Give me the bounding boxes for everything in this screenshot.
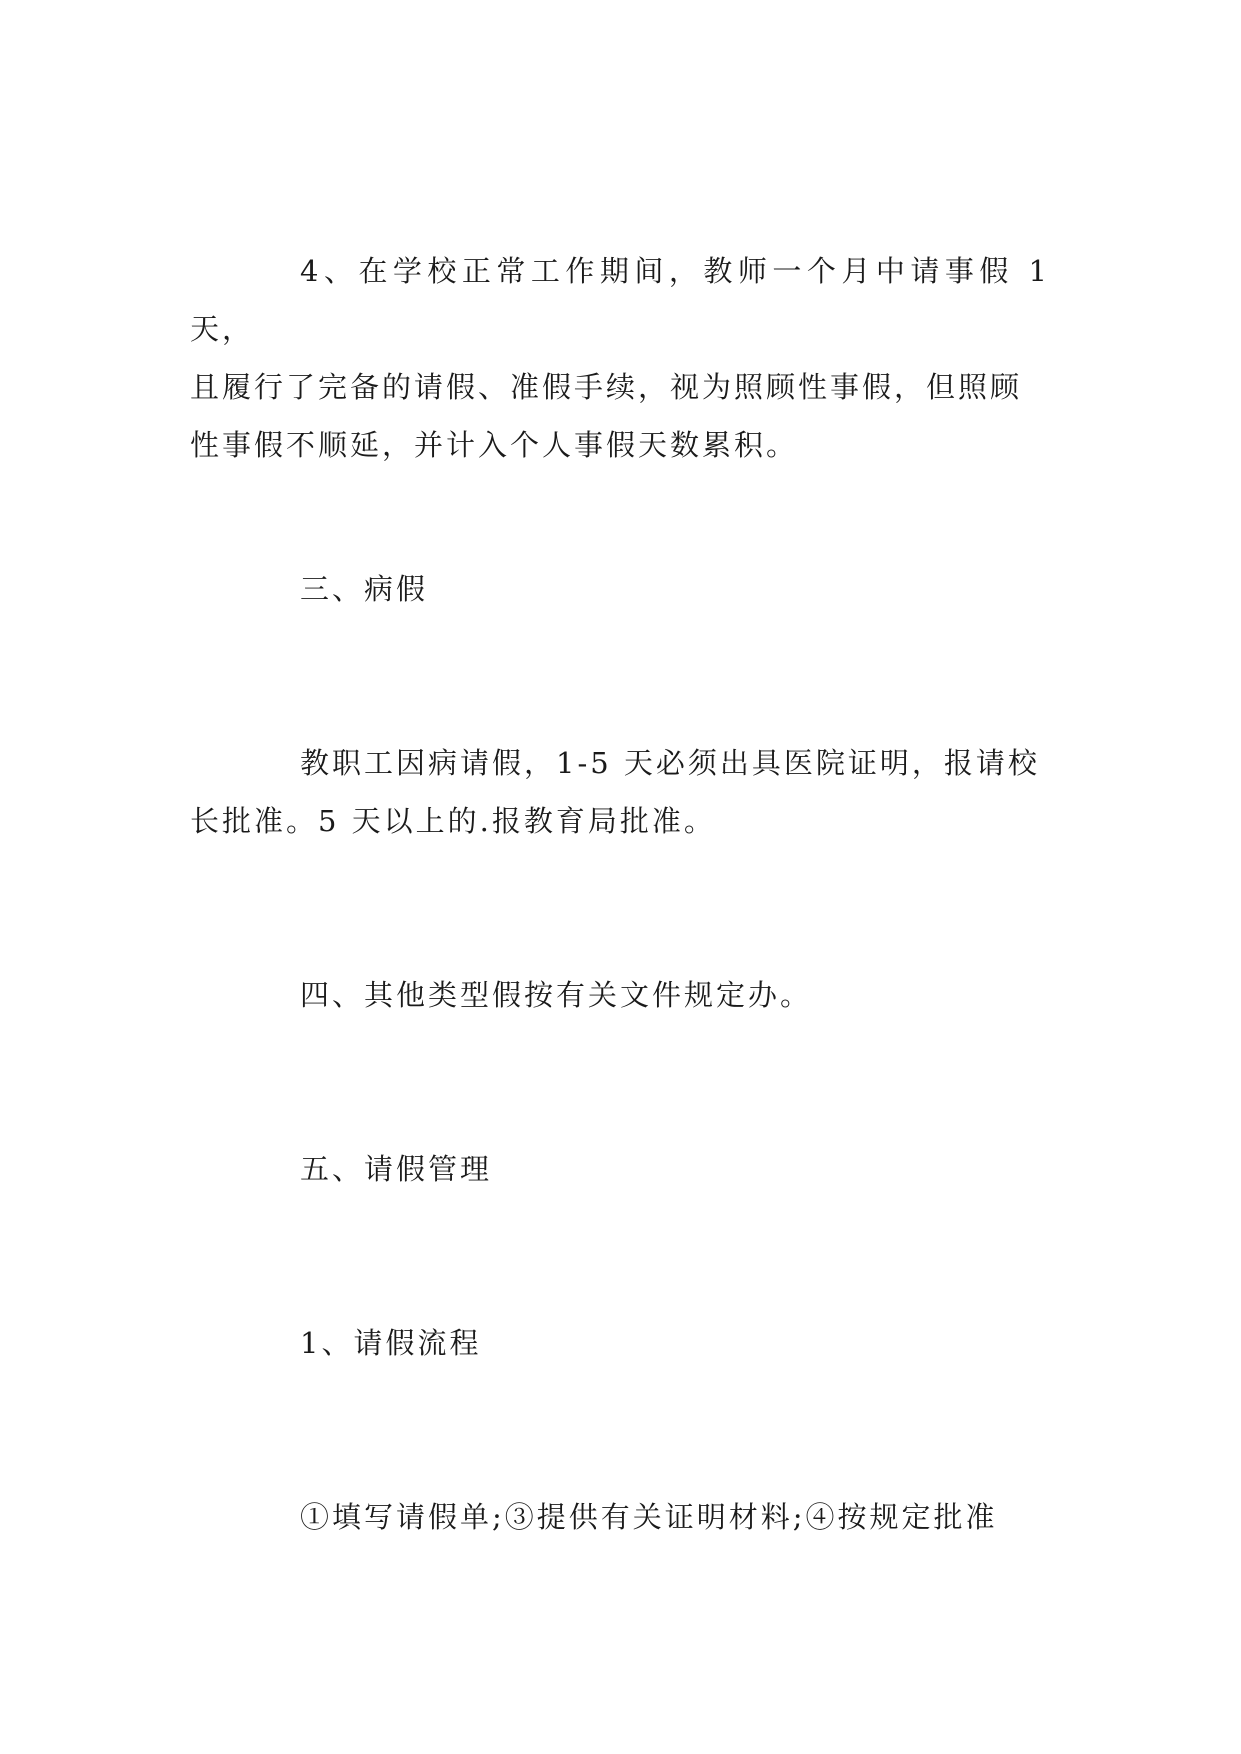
paragraph-line: 4、在学校正常工作期间，教师一个月中请事假 1 天， [190, 254, 1050, 346]
paragraph-sick-leave-rule [190, 734, 1050, 850]
heading-text: 五、请假管理 [300, 1152, 493, 1186]
paragraph-line: 且履行了完备的请假、准假手续，视为照顾性事假，但照顾 [190, 370, 1023, 404]
heading-text: 四、其他类型假按有关文件规定办。 [300, 978, 813, 1012]
heading-text: 1、请假流程 [300, 1326, 482, 1360]
subheading-leave-process [190, 1314, 1050, 1372]
paragraph-leave-steps [190, 1488, 1050, 1546]
paragraph-line: ①填写请假单;③提供有关证明材料;④按规定批准 [300, 1500, 998, 1534]
section-heading-sick-leave [190, 560, 1050, 618]
paragraph-line: 性事假不顺延，并计入个人事假天数累积。 [190, 428, 799, 462]
paragraph-line: 教职工因病请假，1-5 天必须出具医院证明，报请校 [300, 746, 1040, 780]
paragraph-personal-leave-rule-4 [190, 242, 1050, 474]
section-heading-leave-management [190, 1140, 1050, 1198]
paragraph-line: 长批准。5 天以上的.报教育局批准。 [190, 804, 716, 838]
section-heading-other-leave [190, 966, 1050, 1024]
heading-text: 三、病假 [300, 572, 429, 606]
